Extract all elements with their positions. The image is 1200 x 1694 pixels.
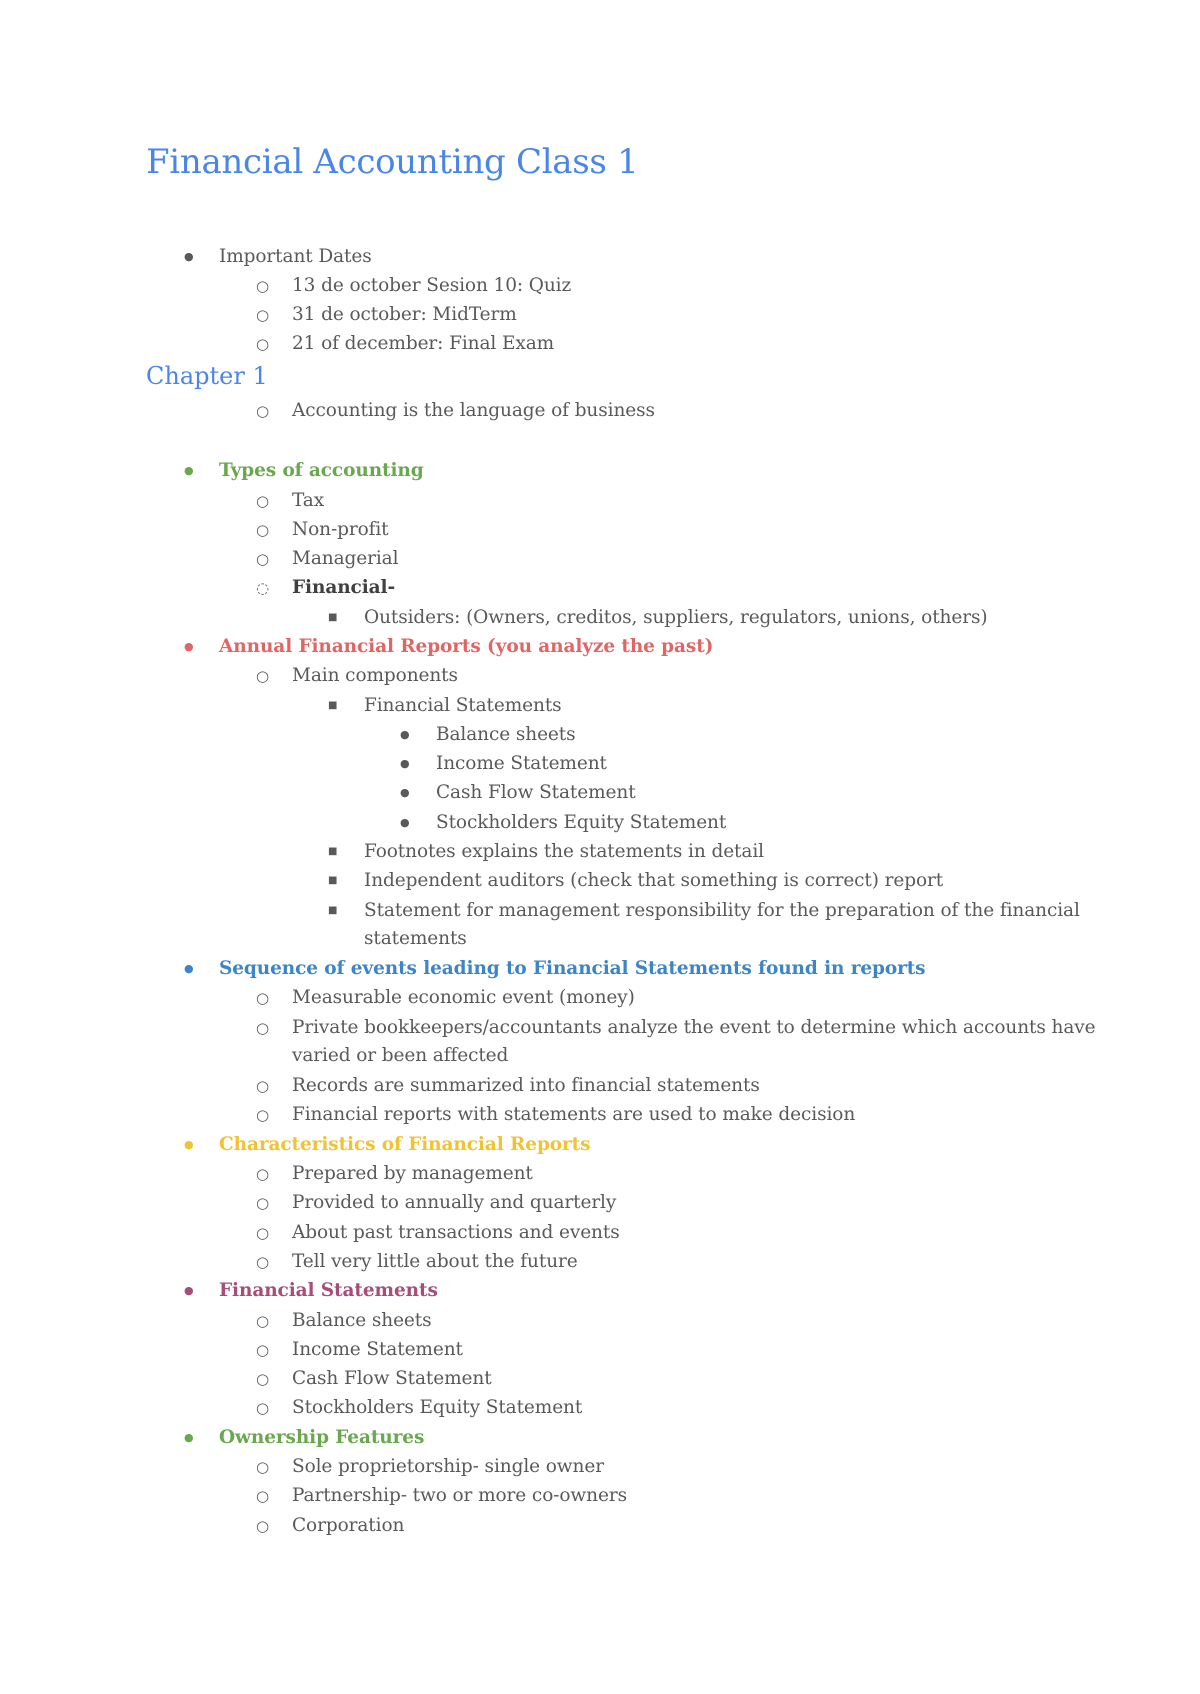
document-title: Financial Accounting Class 1	[146, 142, 639, 182]
characteristics-item: Prepared by management	[292, 1163, 533, 1184]
bullet-circle-icon: ○	[256, 335, 270, 353]
financial-sub-item: Outsiders: (Owners, creditos, suppliers, regulators, unions, others)	[364, 607, 988, 628]
fin-statements-item: Stockholders Equity Statement	[292, 1397, 583, 1418]
bullet-circle-icon: ○	[256, 1517, 270, 1535]
dates-heading: Important Dates	[219, 246, 372, 267]
annual-heading: Annual Financial Reports (you analyze the past)	[219, 636, 714, 657]
bullet-disc-icon: ●	[184, 1284, 194, 1297]
date-item: 31 de october: MidTerm	[292, 304, 517, 325]
bullet-circle-icon: ○	[256, 1224, 270, 1242]
annual-other-item-continued: statements	[364, 928, 467, 949]
ownership-item: Sole proprietorship- single owner	[292, 1456, 604, 1477]
characteristics-item: Tell very little about the future	[292, 1251, 578, 1272]
characteristics-item: Provided to annually and quarterly	[292, 1192, 617, 1213]
bullet-disc-icon: ●	[184, 640, 194, 653]
annual-other-item: Statement for management responsibility for the preparation of the financial	[364, 900, 1080, 921]
bullet-circle-icon: ○	[256, 402, 270, 420]
bullet-dotted-circle-icon: ◌	[256, 579, 270, 597]
bullet-circle-icon: ○	[256, 1487, 270, 1505]
bullet-disc-icon: ●	[184, 1431, 194, 1444]
bullet-disc-icon: ●	[400, 757, 410, 770]
characteristics-heading: Characteristics of Financial Reports	[219, 1134, 591, 1155]
bullet-circle-icon: ○	[256, 1106, 270, 1124]
bullet-circle-icon: ○	[256, 1370, 270, 1388]
date-item: 13 de october Sesion 10: Quiz	[292, 275, 572, 296]
fin-statements-item: Income Statement	[292, 1339, 463, 1360]
bullet-circle-icon: ○	[256, 1077, 270, 1095]
bullet-circle-icon: ○	[256, 550, 270, 568]
types-heading: Types of accounting	[219, 460, 424, 481]
fin-statements-item: Balance sheets	[292, 1310, 432, 1331]
ownership-heading: Ownership Features	[219, 1427, 425, 1448]
annual-other-item: Independent auditors (check that something is correct) report	[364, 870, 944, 891]
annual-main-components: Main components	[292, 665, 458, 686]
bullet-disc-icon: ●	[184, 250, 194, 263]
sequence-item: Records are summarized into financial statements	[292, 1075, 760, 1096]
bullet-circle-icon: ○	[256, 989, 270, 1007]
ownership-item: Partnership- two or more co-owners	[292, 1485, 627, 1506]
bullet-circle-icon: ○	[256, 1253, 270, 1271]
characteristics-item: About past transactions and events	[292, 1222, 620, 1243]
bullet-circle-icon: ○	[256, 1165, 270, 1183]
sequence-item-continued: varied or been affected	[292, 1045, 509, 1066]
ownership-item: Corporation	[292, 1515, 405, 1536]
chapter-note: Accounting is the language of business	[292, 400, 655, 421]
types-item: Managerial	[292, 548, 399, 569]
bullet-circle-icon: ○	[256, 1312, 270, 1330]
sequence-item: Financial reports with statements are used to make decision	[292, 1104, 856, 1125]
annual-statement-item: Stockholders Equity Statement	[436, 812, 727, 833]
bullet-circle-icon: ○	[256, 492, 270, 510]
sequence-heading: Sequence of events leading to Financial Statements found in reports	[219, 958, 926, 979]
types-item-financial: Financial-	[292, 577, 396, 598]
bullet-disc-icon: ●	[400, 816, 410, 829]
types-item: Non-profit	[292, 519, 389, 540]
sequence-item: Private bookkeepers/accountants analyze the event to determine which accounts have	[292, 1017, 1096, 1038]
bullet-square-icon: ■	[328, 700, 338, 711]
types-item: Tax	[292, 490, 325, 511]
bullet-disc-icon: ●	[184, 962, 194, 975]
annual-financial-statements: Financial Statements	[364, 695, 562, 716]
date-item: 21 of december: Final Exam	[292, 333, 555, 354]
bullet-square-icon: ■	[328, 905, 338, 916]
bullet-circle-icon: ○	[256, 1194, 270, 1212]
annual-statement-item: Cash Flow Statement	[436, 782, 636, 803]
chapter-heading: Chapter 1	[146, 362, 268, 390]
annual-statement-item: Income Statement	[436, 753, 607, 774]
annual-other-item: Footnotes explains the statements in detail	[364, 841, 764, 862]
bullet-square-icon: ■	[328, 612, 338, 623]
sequence-item: Measurable economic event (money)	[292, 987, 635, 1008]
bullet-circle-icon: ○	[256, 667, 270, 685]
fin-statements-item: Cash Flow Statement	[292, 1368, 492, 1389]
bullet-disc-icon: ●	[400, 728, 410, 741]
annual-statement-item: Balance sheets	[436, 724, 576, 745]
bullet-square-icon: ■	[328, 875, 338, 886]
fin-statements-heading: Financial Statements	[219, 1280, 438, 1301]
bullet-disc-icon: ●	[400, 786, 410, 799]
bullet-circle-icon: ○	[256, 1458, 270, 1476]
bullet-disc-icon: ●	[184, 1138, 194, 1151]
bullet-circle-icon: ○	[256, 1341, 270, 1359]
bullet-circle-icon: ○	[256, 1019, 270, 1037]
bullet-circle-icon: ○	[256, 277, 270, 295]
bullet-disc-icon: ●	[184, 464, 194, 477]
bullet-circle-icon: ○	[256, 306, 270, 324]
bullet-circle-icon: ○	[256, 521, 270, 539]
bullet-square-icon: ■	[328, 846, 338, 857]
bullet-circle-icon: ○	[256, 1399, 270, 1417]
